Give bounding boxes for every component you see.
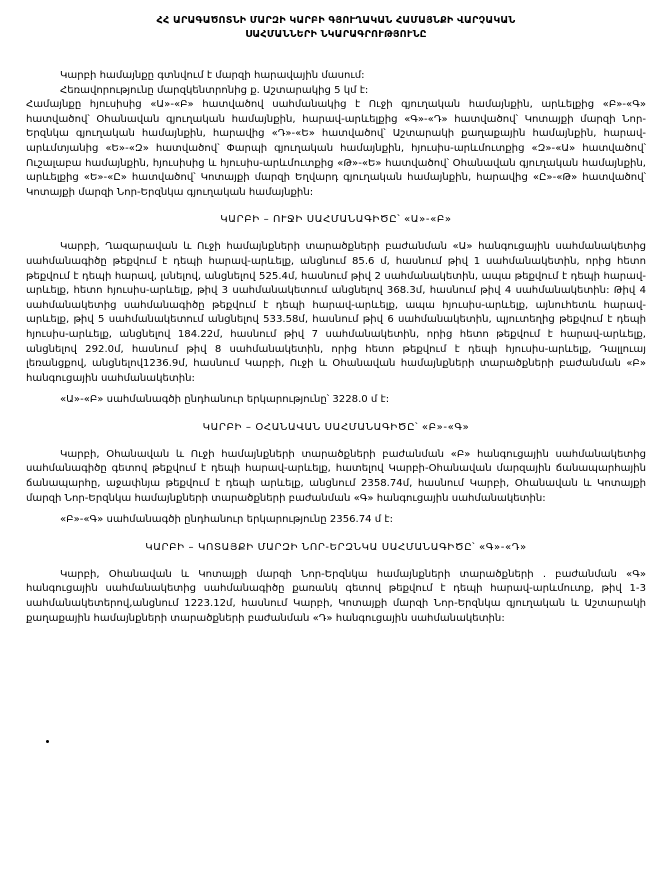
document-title bbox=[26, 14, 646, 42]
section-3-body: Կարբի, Օհանավան և Կոտայքի մարզի Նոր-Երզնկա համայնքների տարածքների . բաժանման «Գ» հանգուցային սահմանակետից սահմանագիծը քառանկ գետով թեքվում է դեպի հարավ-արևմուտք, թիվ 1-3 սահմանակետերով,անցնում 1223.12մ, հասնում Կարբի, Կոտայքի մարզի Նոր-Երզնկա գյուղական և Աշտարակի քաղաքային համայնքների տարածքների բաժանման «Դ» հանգուցային սահմանակետին: bbox=[26, 568, 646, 624]
section-heading-karbi-nor-erznka: ԿԱՐԲԻ – ԿՈՏԱՅՔԻ ՄԱՐԶԻ ՆՈՐ-ԵՐԶՆԿԱ ՍԱՀՄԱՆԱԳԻԾԸ՝ «Գ»-«Դ» bbox=[145, 541, 527, 553]
intro-paragraph-3: Համայնքը հյուսիսից «Ա»-«Բ» հատվածով սահմանակից է Ուջի գյուղական համայնքին, արևելքից «Բ»-«Գ» հատվածով՝ Օհանավան գյուղական համայնքին, հարավ-արևելքից «Գ»-«Դ» հատվածով՝ Կոտայքի մարզի Նոր-Երզնկա գյուղական համայնքին, հարավից «Դ»-«Ե» հատվածով՝ Աշտարակի քաղաքային համայնքին, հարավ-արևմտյանից «Ե»-«Զ» հատվածով՝ Փարպի գյուղական համայնքին, հյուսիս-արևմուտքից «Զ»-«Ա» հատվածով՝ Ուշալաբա համայնքին, հյուսիսից և հյուսիս-արևմուտքից «Թ»-«Ե» հատվածով՝ Օհանավան գյուղական համայնքին, արևելքից «Ե»-«Ը» հատվածով՝ Կոտայքի մարզի Եղվարդ գյուղական համայնքին, հարավից «Ը»-«Թ» հատվածով՝ Կոտայքի մարզի Նոր-Երզնկա գյուղական համայնքին: bbox=[26, 99, 646, 198]
section-2-result: «Բ»-«Գ» սահմանագծի ընդհանուր երկարությունը 2356.74 մ է: bbox=[60, 514, 394, 526]
intro-paragraph-2: Հեռավորությունը մարզկենտրոնից ք. Աշտարակից 5 կմ է: bbox=[60, 84, 369, 96]
section-1-result: «Ա»-«Բ» սահմանագծի ընդհանուր երկարությունը՝ 3228.0 մ է: bbox=[60, 394, 390, 406]
intro-paragraph-1: Կարբի համայնքը գտնվում է մարզի հարավային մասում: bbox=[60, 70, 365, 81]
section-heading-karbi-uji: ԿԱՐԲԻ – ՈՒՋԻ ՍԱՀՄԱՆԱԳԻԾԸ՝ «Ա»-«Բ» bbox=[220, 214, 452, 226]
section-heading-karbi-ohanavan: ԿԱՐԲԻ – ՕՀԱՆԱՎԱՆ ՍԱՀՄԱՆԱԳԻԾԸ՝ «Բ»-«Գ» bbox=[202, 421, 470, 433]
document-title-line-2: ՍԱՀՄԱՆՆԵՐԻ ՆԿԱՐԱԳՐՈՒԹՅՈՒՆԸ bbox=[245, 29, 427, 40]
margin-dot-mark bbox=[46, 740, 49, 743]
section-1-body: Կարբի, Ղազարավան և Ուջի համայնքների տարածքների բաժանման «Ա» հանգուցային սահմանակետից սահմանագիծը թեքվում է դեպի հարավ-արևելք, անցնում 85.6 մ, հասնում թիվ 1 սահմանակետին, որից հետո թեքվում է դեպի հարավ, լսնելով, անցնելով 525.4մ, հասնում թիվ 2 սահմանակետին, ապա թեքվում է դեպի հարավ-արևելք, հետո հյուսիս-արևելք, թիվ 3 սահմանակետում անցնելով 368.3մ, հասնում թիվ 4 սահմանակետին: Թիվ 4 սահմանակետից սահմանագիծը թեքվում է դեպի հարավ-արևելք, ապա հյուսիս-արևելք, այնուհետև հարավ-արևելք, թիվ 5 սահմանակետում անցնելով 533.58մ, հասնում թիվ 6 սահմանակետին, պյուտեղից թեքվում է դեպի հյուսիս-արևելք, անցնելով 184.22մ, հասնում թիվ 7 սահմանակետին, որից հետո թեքվում է հարավ-արևելք, անցնելով 292.0մ, հասնում թիվ 8 սահմանակետին, որից հետո թեքվում է դեպի հյուսիս-արևելք, Դալլուայ լեռանցքով, անցնելով1236.9մ, հասնում Կարբի, Ուջի և Օհանավան համայնքների տարածքների բաժանման «Բ» հանգուցային սահմանակետին: bbox=[26, 241, 646, 384]
document-title-line-1: ՀՀ ԱՐԱԳԱԾՈՏՆԻ ՄԱՐԶԻ ԿԱՐԲԻ ԳՅՈՒՂԱԿԱՆ ՀԱՄԱՅՆՔԻ ՎԱՐՉԱԿԱՆ bbox=[156, 15, 516, 26]
section-2-body: Կարբի, Օհանավան և Ուջի համայնքների տարածքների բաժանման «Բ» հանգուցային սահմանակետից սահմանագիծը գետով թեքվում է դեպի հարավ-արևելք, հատելով Կարբի-Օհանավան մարզային ճանապարհային ճանապարհը, աջափնյա թեքվում է դեպի արևելք, անցնում 2358.74մ, հասնում Կարբի, Օհանավան և Կոտայքի մարզի Նոր-Երզնկա համայնքների տարածքների բաժանման «Գ» հանգուցային սահմանակետին: bbox=[26, 448, 646, 504]
